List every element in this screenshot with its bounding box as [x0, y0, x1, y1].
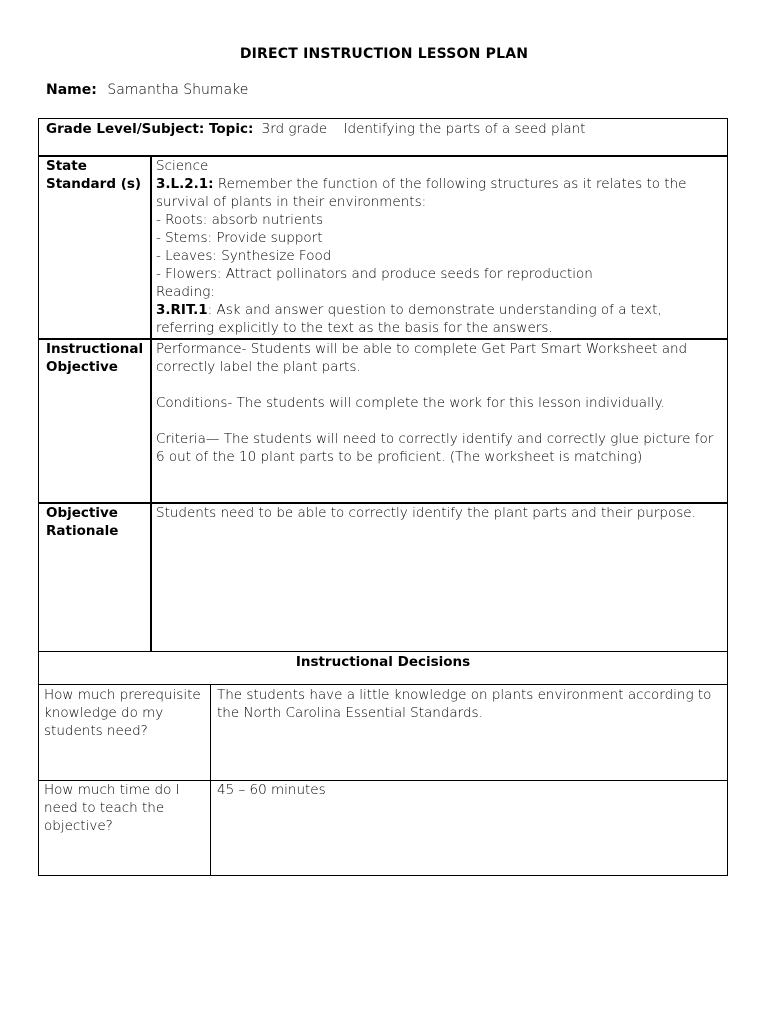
standard-subject-reading: Reading:	[156, 284, 215, 300]
decisions-column-divider	[210, 684, 211, 876]
standard-science	[156, 175, 722, 211]
rationale-label-line2: Rationale	[46, 523, 119, 539]
standard-code-science: 3.L.2.1:	[156, 176, 214, 192]
grade-label: Grade Level/Subject: Topic:	[46, 121, 254, 137]
standards-label-line1: State	[46, 158, 87, 174]
objective-conditions: Conditions- The students will complete the work for this lesson individually.	[156, 395, 665, 411]
objective-label-line1: Instructional	[46, 341, 144, 357]
standards-label	[46, 157, 146, 193]
standards-content	[156, 157, 722, 337]
name-line	[46, 82, 248, 98]
column-divider	[150, 155, 152, 652]
objective-performance: Performance- Students will be able to complete Get Part Smart Worksheet and correctly label the plant parts.	[156, 341, 688, 375]
standard-subject-science: Science	[156, 158, 209, 174]
rationale-label-line1: Objective	[46, 505, 118, 521]
standards-label-line2: Standard (s)	[46, 176, 142, 192]
objective-label	[46, 340, 146, 376]
objective-label-line2: Objective	[46, 359, 118, 375]
standard-text-reading: : Ask and answer question to demonstrate understanding of a text, referring explicitly to the text as the basis for the answers.	[156, 302, 662, 336]
grade-row	[46, 120, 716, 138]
standard-item: - Stems: Provide support	[156, 230, 323, 246]
grade-value: 3rd grade	[261, 121, 328, 137]
standard-item: - Roots: absorb nutrients	[156, 212, 324, 228]
name-value: Samantha Shumake	[107, 82, 249, 98]
document-title: DIRECT INSTRUCTION LESSON PLAN	[239, 46, 529, 62]
topic-value: Identifying the parts of a seed plant	[343, 121, 586, 137]
decisions-heading-divider	[38, 684, 728, 685]
decision-answer: 45 – 60 minutes	[217, 782, 326, 798]
decisions-heading: Instructional Decisions	[295, 654, 471, 670]
decision-answer: The students have a little knowledge on plants environment according to the North Carolina Essential Standards.	[217, 687, 712, 721]
objective-content	[156, 340, 722, 466]
standard-code-reading: 3.RIT.1	[156, 302, 208, 318]
standard-item: - Leaves: Synthesize Food	[156, 248, 332, 264]
standard-item: - Flowers: Attract pollinators and produce seeds for reproduction	[156, 266, 593, 282]
standard-text-science: Remember the function of the following structures as it relates to the survival of plants in their environments:	[156, 176, 687, 210]
standard-reading	[156, 301, 722, 337]
decision-question: How much time do I need to teach the objective?	[44, 782, 180, 834]
objective-criteria: Criteria— The students will need to correctly identify and correctly glue picture for 6 out of the 10 plant parts to be proficient. (The worksheet is matching)	[156, 431, 714, 465]
name-label: Name:	[46, 82, 97, 98]
rationale-label	[46, 504, 146, 540]
decision-question: How much prerequisite knowledge do my students need?	[44, 687, 201, 739]
rationale-text: Students need to be able to correctly identify the plant parts and their purpose.	[156, 505, 696, 521]
rationale-content	[156, 504, 722, 522]
